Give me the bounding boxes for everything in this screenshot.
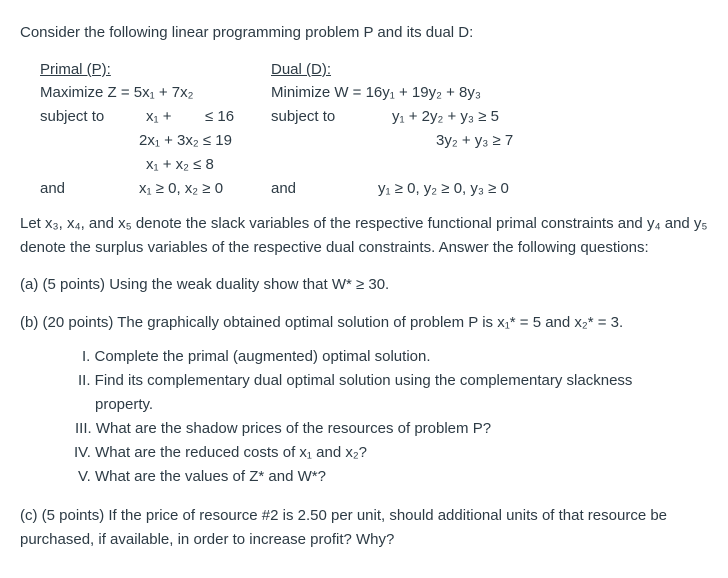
primal-constraint-1a: x₁ + [146,108,172,125]
dual-objective: Minimize W = 16y₁ + 19y₂ + 8y₃ [271,84,481,101]
part-c: (c) (5 points) If the price of resource #2 is 2.50 per unit, should additional units of that resource be purchased, if available, in order to increase profit? Why? [20,507,668,548]
primal-constraint-2: 2x₁ + 3x₂ ≤ 19 [139,132,232,149]
primal-subject-to: subject to [40,108,105,125]
primal-and-label: and [40,180,66,197]
dual-constraint-2: 3y₂ + y₃ ≥ 7 [436,132,514,149]
primal-constraint-1b: ≤ 16 [205,108,235,125]
part-a: (a) (5 points) Using the weak duality show that W* ≥ 30. [20,276,390,293]
item-ii: II. Find its complementary dual optimal solution using the complementary slackness [78,372,633,389]
intro-text: Consider the following linear programming problem P and its dual D: [20,24,474,41]
primal-nonnegativity: x₁ ≥ 0, x₂ ≥ 0 [139,180,224,197]
item-v: V. What are the values of Z* and W*? [78,468,326,485]
part-b: (b) (20 points) The graphically obtained optimal solution of problem P is x₁* = 5 and x₂* = 3. [20,314,624,331]
primal-objective: Maximize Z = 5x₁ + 7x₂ [40,84,194,101]
dual-subject-to: subject to [271,108,336,125]
item-iii: III. What are the shadow prices of the resources of problem P? [75,420,492,437]
dual-heading: Dual (D): [271,61,332,78]
slack-variables-text: Let x₃, x₄, and x₅ denote the slack variables of the respective functional primal constraints and y₄ and y₅ denote the surplus variables of the respective dual constraints. Answer the following questions: [20,215,708,256]
dual-nonnegativity: y₁ ≥ 0, y₂ ≥ 0, y₃ ≥ 0 [378,180,509,197]
primal-constraint-3: x₁ + x₂ ≤ 8 [146,156,214,173]
item-iv: IV. What are the reduced costs of x₁ and x₂? [74,444,367,461]
dual-and-label: and [271,180,297,197]
item-i: I. Complete the primal (augmented) optimal solution. [82,348,431,365]
primal-heading: Primal (P): [40,61,111,78]
item-ii-continued: property. [95,396,154,413]
dual-constraint-1: y₁ + 2y₂ + y₃ ≥ 5 [392,108,499,125]
